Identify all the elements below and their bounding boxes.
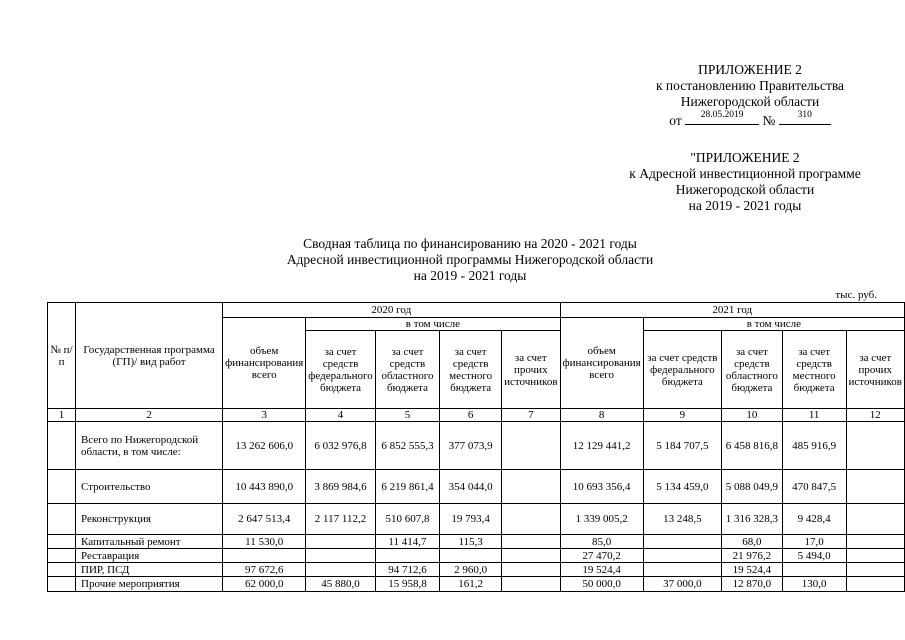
col-number: 6 [440, 409, 502, 422]
column-number-row [48, 409, 905, 422]
header-num: № п/п [48, 303, 76, 409]
header-including-2021: в том числе [643, 318, 904, 331]
header-total-2021: объем финансирования всего [560, 318, 643, 409]
value-cell [306, 563, 375, 577]
value-cell: 19 793,4 [440, 504, 502, 535]
value-cell [502, 422, 560, 470]
value-cell [846, 470, 904, 504]
col-number: 8 [560, 409, 643, 422]
value-cell: 19 524,4 [722, 563, 783, 577]
value-cell [782, 563, 846, 577]
row-num-cell [48, 470, 76, 504]
value-cell: 68,0 [722, 535, 783, 549]
row-num-cell [48, 422, 76, 470]
value-cell [502, 563, 560, 577]
value-cell: 45 880,0 [306, 577, 375, 592]
value-cell: 50 000,0 [560, 577, 643, 592]
value-cell: 161,2 [440, 577, 502, 592]
table-row [48, 504, 905, 535]
table-row [48, 470, 905, 504]
col-number: 7 [502, 409, 560, 422]
row-num-cell [48, 577, 76, 592]
value-cell [846, 563, 904, 577]
value-cell: 1 339 005,2 [560, 504, 643, 535]
row-name-cell: Реконструкция [76, 504, 223, 535]
date-value: 28.05.2019 [700, 110, 744, 120]
value-cell: 3 869 984,6 [306, 470, 375, 504]
row-name-cell: Прочие мероприятия [76, 577, 223, 592]
value-cell: 5 494,0 [782, 549, 846, 563]
value-cell: 2 117 112,2 [306, 504, 375, 535]
header-other-2020: за счет прочих источников [502, 331, 560, 409]
value-cell [502, 577, 560, 592]
value-cell [306, 549, 375, 563]
table-row [48, 577, 905, 592]
col-number: 1 [48, 409, 76, 422]
table-row [48, 549, 905, 563]
value-cell: 97 672,6 [223, 563, 306, 577]
value-cell: 94 712,6 [375, 563, 439, 577]
value-cell [846, 504, 904, 535]
appendix-title: ПРИЛОЖЕНИЕ 2 [698, 62, 802, 77]
appendix-block-program [600, 150, 890, 214]
value-cell: 85,0 [560, 535, 643, 549]
value-cell: 2 647 513,4 [223, 504, 306, 535]
header-year-2020: 2020 год [223, 303, 560, 318]
value-cell [502, 549, 560, 563]
row-name-cell: Реставрация [76, 549, 223, 563]
date-field [685, 110, 759, 125]
header-federal-2021: за счет средств федерального бюджета [643, 331, 721, 409]
row-name-cell: Строительство [76, 470, 223, 504]
value-cell: 11 414,7 [375, 535, 439, 549]
date-number-line [600, 110, 900, 129]
header-including-2020: в том числе [306, 318, 560, 331]
value-cell [643, 549, 721, 563]
date-prefix: от [669, 113, 682, 128]
col-number: 2 [76, 409, 223, 422]
table-row [48, 535, 905, 549]
number-sign: № [762, 113, 776, 128]
row-num-cell [48, 535, 76, 549]
row-num-cell [48, 504, 76, 535]
value-cell [375, 549, 439, 563]
financing-table [47, 302, 905, 592]
col-number: 4 [306, 409, 375, 422]
value-cell [440, 549, 502, 563]
number-value: 310 [797, 110, 812, 120]
header-local-2021: за счет средств местного бюджета [782, 331, 846, 409]
value-cell: 130,0 [782, 577, 846, 592]
row-name-cell: ПИР, ПСД [76, 563, 223, 577]
number-field [779, 110, 831, 125]
col-number: 11 [782, 409, 846, 422]
table-row [48, 422, 905, 470]
value-cell: 13 262 606,0 [223, 422, 306, 470]
title-line: Адресной инвестиционной программы Нижегородской области [286, 252, 654, 267]
header-regional-2021: за счет средств областного бюджета [722, 331, 783, 409]
value-cell: 9 428,4 [782, 504, 846, 535]
value-cell: 15 958,8 [375, 577, 439, 592]
value-cell: 12 129 441,2 [560, 422, 643, 470]
header-program: Государственная программа (ГП)/ вид работ [76, 303, 223, 409]
value-cell [223, 549, 306, 563]
value-cell [846, 535, 904, 549]
value-cell: 12 870,0 [722, 577, 783, 592]
appendix-region-line: Нижегородской области [680, 94, 820, 109]
value-cell: 470 847,5 [782, 470, 846, 504]
table-row [48, 563, 905, 577]
appendix-period-line: на 2019 - 2021 годы [688, 198, 802, 213]
value-cell: 11 530,0 [223, 535, 306, 549]
value-cell: 6 032 976,8 [306, 422, 375, 470]
units-label: тыс. руб. [835, 289, 877, 301]
appendix-block-resolution [600, 62, 900, 129]
value-cell: 6 852 555,3 [375, 422, 439, 470]
value-cell: 6 219 861,4 [375, 470, 439, 504]
col-number: 9 [643, 409, 721, 422]
appendix-ref-line: к постановлению Правительства [655, 78, 845, 93]
value-cell [846, 422, 904, 470]
value-cell: 21 976,2 [722, 549, 783, 563]
appendix-title: "ПРИЛОЖЕНИЕ 2 [690, 150, 800, 165]
value-cell [502, 504, 560, 535]
header-regional-2020: за счет средств областного бюджета [375, 331, 439, 409]
value-cell [306, 535, 375, 549]
header-local-2020: за счет средств местного бюджета [440, 331, 502, 409]
value-cell: 5 134 459,0 [643, 470, 721, 504]
row-num-cell [48, 549, 76, 563]
value-cell: 5 088 049,9 [722, 470, 783, 504]
row-num-cell [48, 563, 76, 577]
value-cell: 13 248,5 [643, 504, 721, 535]
header-other-2021: за счет прочих источников [846, 331, 904, 409]
col-number: 12 [846, 409, 904, 422]
value-cell: 510 607,8 [375, 504, 439, 535]
value-cell: 10 693 356,4 [560, 470, 643, 504]
col-number: 10 [722, 409, 783, 422]
appendix-ref-line: к Адресной инвестиционной программе [629, 166, 861, 181]
row-name-cell: Капитальный ремонт [76, 535, 223, 549]
value-cell [643, 563, 721, 577]
value-cell: 10 443 890,0 [223, 470, 306, 504]
value-cell: 115,3 [440, 535, 502, 549]
value-cell [846, 549, 904, 563]
value-cell [643, 535, 721, 549]
value-cell: 27 470,2 [560, 549, 643, 563]
value-cell: 19 524,4 [560, 563, 643, 577]
value-cell: 1 316 328,3 [722, 504, 783, 535]
col-number: 5 [375, 409, 439, 422]
header-year-2021: 2021 год [560, 303, 904, 318]
header-federal-2020: за счет средств федерального бюджета [306, 331, 375, 409]
value-cell: 37 000,0 [643, 577, 721, 592]
value-cell: 6 458 816,8 [722, 422, 783, 470]
value-cell: 62 000,0 [223, 577, 306, 592]
row-name-cell: Всего по Нижегородской области, в том числе: [76, 422, 223, 470]
value-cell: 17,0 [782, 535, 846, 549]
document-title [190, 236, 750, 284]
title-line: Сводная таблица по финансированию на 2020 - 2021 годы [303, 236, 637, 251]
value-cell: 354 044,0 [440, 470, 502, 504]
value-cell: 5 184 707,5 [643, 422, 721, 470]
header-total-2020: объем финансирования всего [223, 318, 306, 409]
value-cell [502, 470, 560, 504]
value-cell [846, 577, 904, 592]
col-number: 3 [223, 409, 306, 422]
value-cell [502, 535, 560, 549]
appendix-region-line: Нижегородской области [675, 182, 815, 197]
value-cell: 485 916,9 [782, 422, 846, 470]
title-line: на 2019 - 2021 годы [413, 268, 527, 283]
value-cell: 2 960,0 [440, 563, 502, 577]
value-cell: 377 073,9 [440, 422, 502, 470]
